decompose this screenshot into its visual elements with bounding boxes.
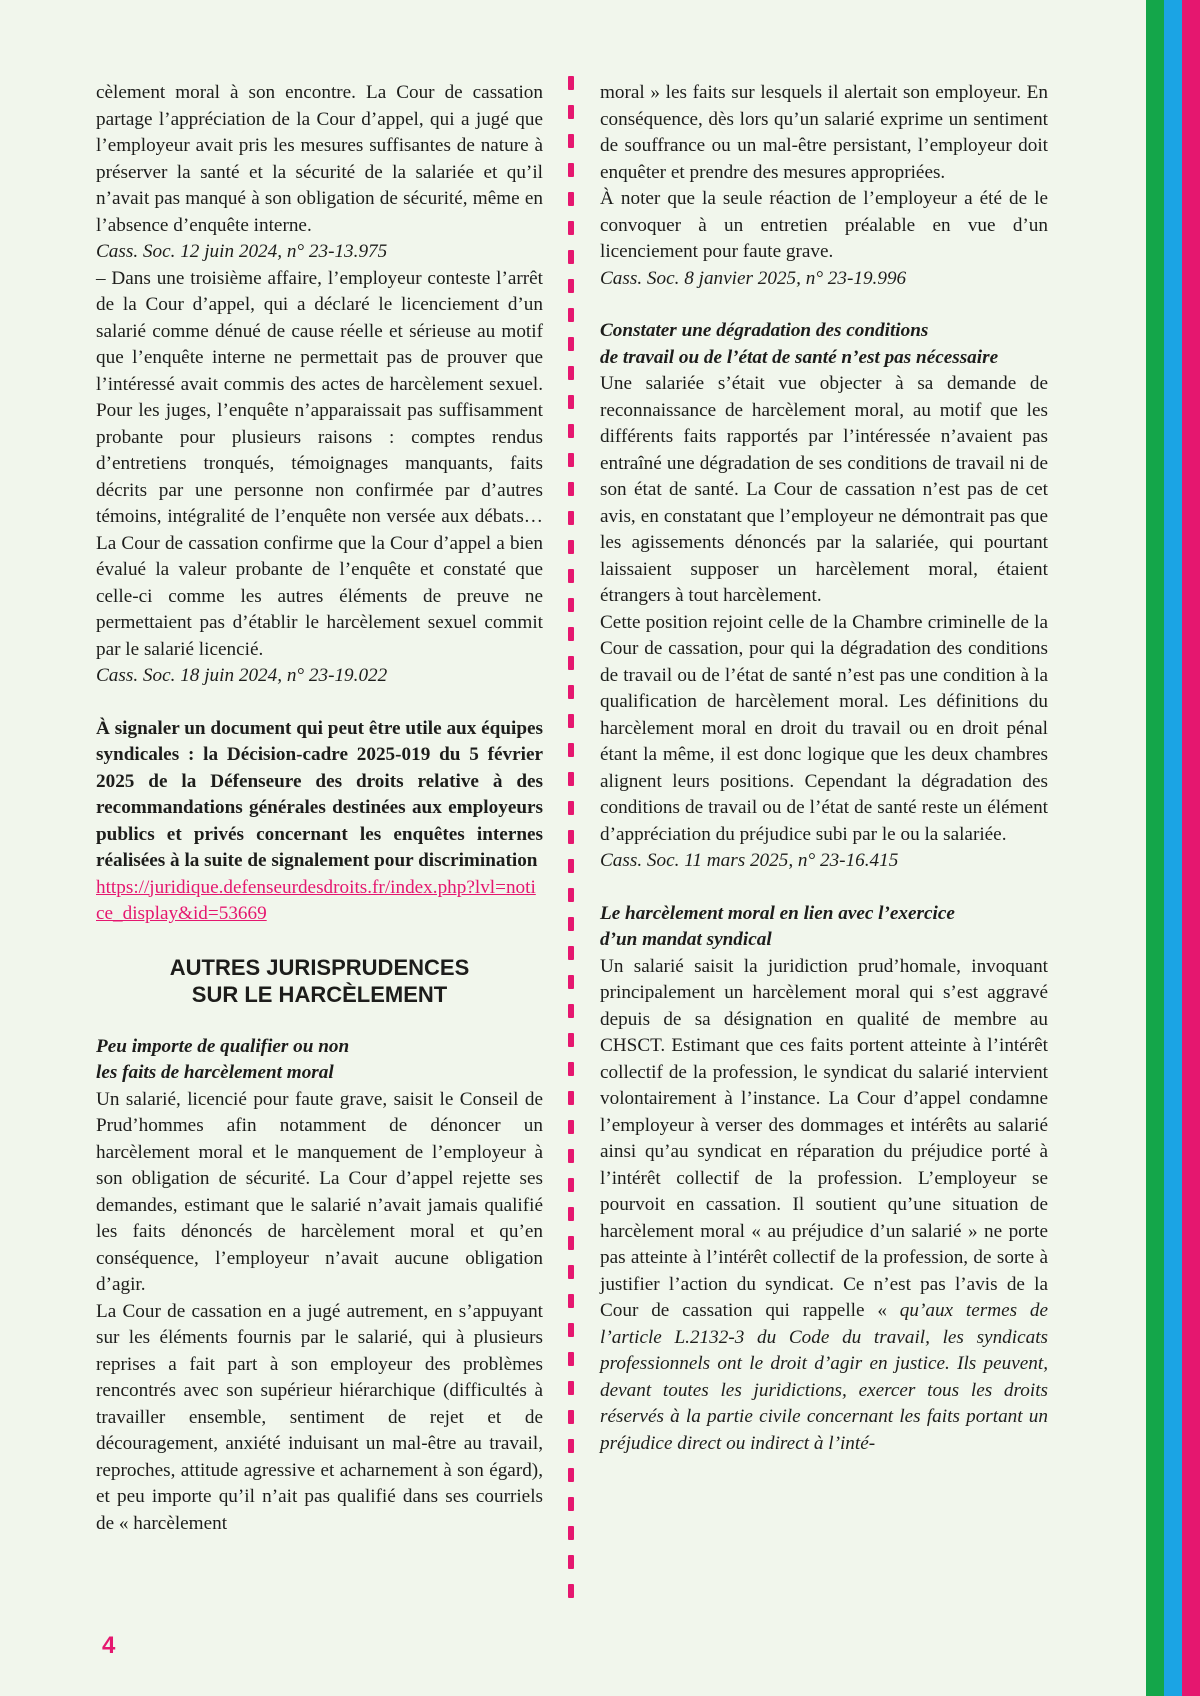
paragraph: Un salarié saisit la juridiction prud’homale, invoquant principalement un harcèlement moral qui s’est aggravé depuis de sa désignation en qualité de membre au CHSCT. Estimant que ces faits portent atteinte à l’intérêt collectif de la profession, le syndicat du salarié intervient volontairement à l’instance. La Cour d’appel condamne l’employeur à verser des dommages et intérêts au salarié ainsi qu’au syndicat en réparation du préjudice porté à l’intérêt collectif de la profession. L’employeur se pourvoit en cassation. Il soutient qu’une situation de harcèlement moral « au préjudice d’un salarié » ne porte pas atteinte à l’intérêt collectif de la profession, de sorte à justifier l’action du syndicat. Ce n’est pas l’avis de la Cour de cassation qui rappelle « qu’aux termes de l’article L.2132-3 du Code du travail, les syndicats professionnels ont le droit d’agir en justice. Ils peuvent, devant toutes les juridictions, exercer tous les droits réservés à la partie civile concernant les faits portant un préjudice direct ou indirect à l’inté-	[600, 955, 1049, 1454]
divider-dash	[568, 279, 574, 293]
paragraph: Une salariée s’était vue objecter à sa demande de reconnaissance de harcèlement moral, au motif que les différents faits rapportés par l’intéressée n’avaient pas entraîné une dégradation de ses conditions de travail ni de son état de santé. La Cour de cassation n’est pas de cet avis, en constatant que l’employeur ne démontrait pas que les agissements dénoncés par la salariée, qui pourtant laissaient supposer un harcèlement moral, étaient étrangers à tout harcèlement.	[600, 373, 1048, 606]
section-title-line: AUTRES JURISPRUDENCES	[169, 954, 470, 980]
divider-dash	[568, 830, 574, 844]
divider-dash	[568, 1294, 574, 1308]
case-reference: Cass. Soc. 11 mars 2025, n° 23-16.415	[600, 850, 899, 871]
divider-dash	[568, 453, 574, 467]
divider-dash	[568, 424, 574, 438]
divider-dash	[568, 76, 574, 90]
divider-dash	[568, 1004, 574, 1018]
divider-dash	[568, 1410, 574, 1424]
divider-dash	[568, 482, 574, 496]
divider-dash	[568, 714, 574, 728]
divider-dash	[568, 685, 574, 699]
divider-dash	[568, 366, 574, 380]
subheading: Le harcèlement moral en lien avec l’exercice d’un mandat syndical	[600, 902, 955, 950]
divider-dash	[568, 1062, 574, 1076]
divider-dash	[568, 221, 574, 235]
page-number: 4	[102, 1632, 116, 1659]
divider-dash	[568, 337, 574, 351]
paragraph: – Dans une troisième affaire, l’employeur conteste l’arrêt de la Cour d’appel, qui a déclaré le licenciement d’un salarié comme dénué de cause réelle et sérieuse au motif que l’enquête interne ne permettait pas de prouver que l’intéressé avait commis des actes de harcèlement sexuel. Pour les juges, l’enquête n’apparaissait pas suffisamment probante pour plusieurs raisons : comptes rendus d’entretiens tronqués, témoignages manquants, faits décrits par une personne non confirmée par d’autres témoins, intégralité de l’enquête non versée aux débats… La Cour de cassation confirme que la Cour d’appel a bien évalué la valeur probante de l’enquête et constaté que celle-ci comme les autres éléments de preuve ne permettaient pas d’établir le harcèlement sexuel commit par le salarié licencié.	[96, 267, 543, 660]
subheading: Constater une dégradation des conditions de travail ou de l’état de santé n’est pas nécessaire	[600, 320, 999, 368]
divider-dash	[568, 1207, 574, 1221]
divider-dash	[568, 308, 574, 322]
divider-dash	[568, 598, 574, 612]
section-title	[96, 954, 543, 1008]
divider-dash	[568, 1091, 574, 1105]
divider-dash	[568, 1149, 574, 1163]
stripe-blue	[1164, 0, 1182, 1696]
divider-dash	[568, 192, 574, 206]
divider-dash	[568, 656, 574, 670]
divider-dash	[568, 1236, 574, 1250]
case-reference: Cass. Soc. 12 juin 2024, n° 23-13.975	[96, 241, 388, 262]
divider-dash	[568, 917, 574, 931]
section-title-line: SUR LE HARCÈLEMENT	[191, 981, 448, 1007]
divider-dash	[568, 888, 574, 902]
divider-dash	[568, 1584, 574, 1598]
stripe-green	[1146, 0, 1164, 1696]
paragraph: À noter que la seule réaction de l’employeur a été de le convoquer à un entretien préalable en vue d’un licenciement pour faute grave.	[600, 188, 1048, 262]
right-column	[600, 80, 1048, 1457]
divider-dash	[568, 975, 574, 989]
document-link[interactable]: https://juridique.defenseurdesdroits.fr/index.php?lvl=notice_display&id=53669	[96, 876, 536, 924]
divider-dash	[568, 743, 574, 757]
divider-dash	[568, 1265, 574, 1279]
divider-dash	[568, 134, 574, 148]
column-divider	[568, 76, 574, 1606]
paragraph: cèlement moral à son encontre. La Cour de cassation partage l’appréciation de la Cour d’appel, qui a jugé que l’employeur avait pris les mesures suffisantes de nature à préserver la santé et la sécurité de la salariée et qu’il n’avait pas manqué à son obligation de sécurité, même en l’absence d’enquête interne.	[96, 82, 543, 236]
paragraph: Un salarié, licencié pour faute grave, saisit le Conseil de Prud’hommes afin notamment de dénoncer un harcèlement moral et le manquement de l’employeur à son obligation de sécurité. La Cour d’appel rejette ses demandes, estimant que le salarié n’avait jamais qualifié les faits dénoncés de harcèlement moral et qu’en conséquence, l’employeur n’avait aucune obligation d’agir.	[96, 1088, 543, 1295]
divider-dash	[568, 1352, 574, 1366]
paragraph: moral » les faits sur lesquels il alertait son employeur. En conséquence, dès lors qu’un salarié exprime un sentiment de souffrance ou un mal-être persistant, l’employeur doit enquêter et prendre des mesures appropriées.	[600, 82, 1048, 183]
divider-dash	[568, 569, 574, 583]
divider-dash	[568, 1497, 574, 1511]
edge-stripes	[1146, 0, 1200, 1696]
divider-dash	[568, 1120, 574, 1134]
divider-dash	[568, 1439, 574, 1453]
divider-dash	[568, 511, 574, 525]
document-notice: À signaler un document qui peut être utile aux équipes syndicales : la Décision-cadre 2025-019 du 5 février 2025 de la Défenseure des droits relative à des recommandations générales destinées aux employeurs publics et privés concernant les enquêtes internes réalisées à la suite de signalement pour discrimination	[96, 717, 543, 871]
divider-dash	[568, 540, 574, 554]
divider-dash	[568, 1526, 574, 1540]
divider-dash	[568, 1178, 574, 1192]
divider-dash	[568, 395, 574, 409]
divider-dash	[568, 1555, 574, 1569]
case-reference: Cass. Soc. 18 juin 2024, n° 23-19.022	[96, 665, 388, 686]
case-reference: Cass. Soc. 8 janvier 2025, n° 23-19.996	[600, 267, 907, 289]
quoted-article: qu’aux termes de l’article L.2132-3 du Code du travail, les syndicats professionnels ont le droit d’agir en justice. Ils peuvent, devant toutes les juridictions, exercer tous les droits réservés à la partie civile concernant les faits portant un préjudice direct ou indirect à l’inté-	[600, 1300, 1049, 1454]
left-column	[96, 80, 543, 1537]
divider-dash	[568, 1033, 574, 1047]
divider-dash	[568, 1381, 574, 1395]
divider-dash	[568, 1323, 574, 1337]
subheading: Peu importe de qualifier ou non les faits de harcèlement moral	[96, 1035, 350, 1083]
divider-dash	[568, 946, 574, 960]
divider-dash	[568, 627, 574, 641]
divider-dash	[568, 105, 574, 119]
divider-dash	[568, 859, 574, 873]
divider-dash	[568, 772, 574, 786]
divider-dash	[568, 163, 574, 177]
divider-dash	[568, 801, 574, 815]
divider-dash	[568, 1468, 574, 1482]
paragraph: Cette position rejoint celle de la Chambre criminelle de la Cour de cassation, pour qui la dégradation des conditions de travail ou de l’état de santé n’est pas une condition à la qualification de harcèlement moral. Les définitions du harcèlement moral en droit du travail ou en droit pénal étant la même, il est donc logique que les deux chambres alignent leurs positions. Cependant la dégradation des conditions de travail ou de l’état de santé reste un élément d’appréciation du préjudice subi par le ou la salariée.	[600, 611, 1048, 845]
paragraph: La Cour de cassation en a jugé autrement, en s’appuyant sur les éléments fournis par le salarié, qui à plusieurs reprises a fait part à son employeur des problèmes rencontrés avec son supérieur hiérarchique (difficultés à travailler ensemble, sentiment de rejet et de découragement, anxiété induisant un mal-être au travail, reproches, attitude agressive et acharnement à son égard), et peu importe qu’il n’ait pas qualifié dans ses courriels de « harcèlement	[96, 1300, 543, 1534]
divider-dash	[568, 250, 574, 264]
stripe-pink	[1182, 0, 1200, 1696]
